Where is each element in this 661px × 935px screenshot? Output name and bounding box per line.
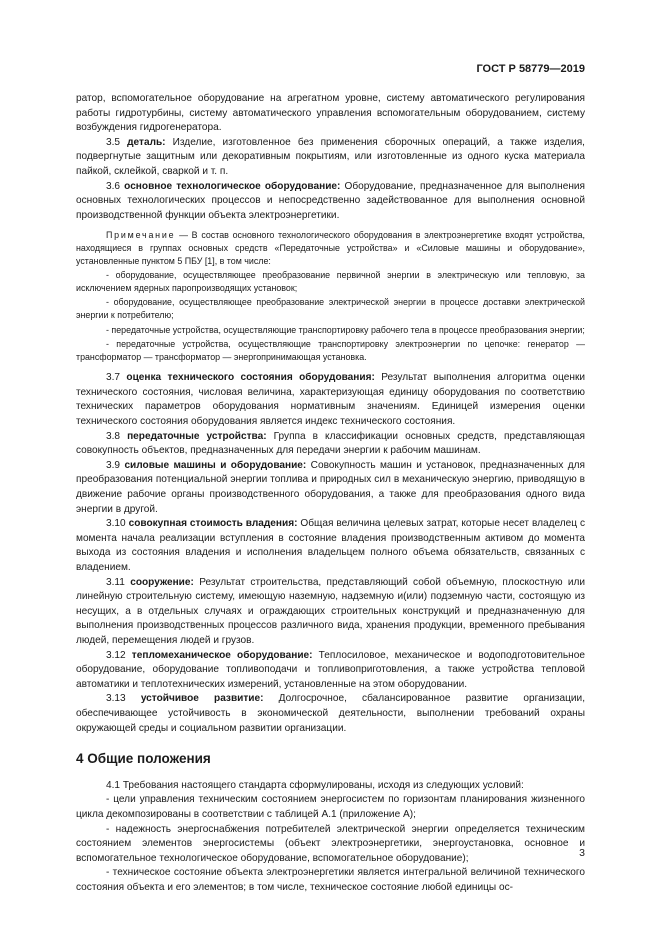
page-body — [76, 92, 585, 895]
term-definition: Результат выполнения алгоритма оценки технического состояния, числовая величина, характеризующая единицу оборудования по соответствию технических параметров оборудования нормативным значениям. Единицей измерения оценки технического состояния оборудования является индекс технического состояния. — [76, 372, 586, 428]
term-number: 3.10 — [106, 518, 126, 530]
note-item: - оборудование, осуществляющее преобразование первичной энергии в электрическую или тепловую, за исключением ядерных паропроизводящих установок; — [76, 270, 585, 293]
list-item: - техническое состояние объекта электроэнергетики является интегральной величиной технического состояния объекта и его элементов; в том числе, техническое состояние любой единицы ос- — [76, 867, 585, 893]
term-definition: Оборудование, предназначенное для выполнения основных технологических процессов и непосредственно задействованное для выполнения основной производственной функции объекта электроэнергетики. — [76, 180, 585, 221]
term-number: 3.13 — [106, 693, 126, 705]
term-name: силовые машины и оборудование: — [124, 459, 307, 471]
term-3-7 — [76, 371, 585, 429]
term-definition: Общая величина целевых затрат, которые несет владелец с момента начала реализации вступления в состояние владения производственным активом до момента выхода из состояния владения и исполнения владельцем полного объема обязательств, связанных с владением. — [76, 518, 586, 573]
term-name: основное технологическое оборудование: — [124, 180, 341, 192]
term-definition: Долгосрочное, сбалансированное развитие организации, обеспечивающее устойчивость в экономической деятельности, выполнении требований охраны окружающей среды и социальном развитии организации. — [76, 693, 585, 734]
term-3-11 — [76, 576, 585, 649]
term-name: тепломеханическое оборудование: — [131, 649, 313, 661]
term-number: 3.11 — [106, 576, 125, 588]
page-number: 3 — [579, 847, 585, 859]
term-3-8 — [76, 430, 585, 459]
list-item: - надежность энергоснабжения потребителей электрической энергии определяется техническим состоянием элементов энергосистемы (объект электроэнергетики, энергоустановка, основное и вспомогательное технологическое оборудование, вспомогательное оборудование); — [76, 823, 585, 864]
term-number: 3.9 — [106, 459, 121, 471]
term-number: 3.6 — [106, 180, 121, 192]
term-definition: Теплосиловое, механическое и водоподготовительное оборудование, оборудование топливоподачи и топливоприготовления, а также устройства тепловой автоматики и теплотехнических измерений, установленные на этом оборудовании. — [76, 649, 585, 690]
document-code: ГОСТ Р 58779—2019 — [476, 63, 585, 75]
term-name: оценка технического состояния оборудования: — [126, 372, 375, 384]
term-definition: Результат строительства, представляющий собой объемную, плоскостную или линейную строительную систему, имеющую наземную, надземную и(или) подземную части, состоящую из несущих, а в отдельных случаях и ограждающих строительных конструкций и предназначенную для выполнения производственных процессов различного вида, хранения продукции, временного пребывания людей, перемещения людей и грузов. — [76, 576, 586, 646]
term-definition: Изделие, изготовленное без применения сборочных операций, а также изделия, подвергнутые защитным или декоративным покрытиям, или изготовленные из одного куска материала пайкой, склейкой, сваркой и т. п. — [76, 136, 585, 177]
term-name: передаточные устройства: — [127, 430, 267, 442]
term-3-10 — [76, 517, 585, 575]
continuation-paragraph: ратор, вспомогательное оборудование на агрегатном уровне, систему автоматического регулирования работы гидротурбины, систему автоматического управления вспомогательным оборудованием, систему возбуждения гидрогенератора. — [76, 93, 585, 134]
term-number: 3.8 — [106, 430, 121, 442]
list-item: - цели управления техническим состоянием энергосистем по горизонтам планирования жизненного цикла декомпозированы в соответствии с таблицей А.1 (приложение А); — [76, 794, 585, 820]
term-3-5 — [76, 136, 585, 180]
term-number: 3.7 — [106, 372, 121, 384]
note-intro — [76, 229, 585, 267]
term-3-6 — [76, 180, 585, 224]
term-definition: Совокупность машин и установок, предназначенных для преобразования потенциальной энергии топлива и природных сил в механическую энергию, приводящую в движение рабочие органы производственного оборудования, а также для преобразования одного вида энергии в другой. — [76, 459, 585, 515]
term-name: устойчивое развитие: — [140, 693, 264, 705]
note-text: — В состав основного технологического оборудования в электроэнергетике входят устройства, находящиеся в группах основных средств «Передаточные устройства» и «Силовые машины и оборудование», установленные пунктом 5 ПБУ [1], в том числе: — [76, 230, 585, 266]
term-number: 3.12 — [106, 649, 126, 661]
note-item: - передаточные устройства, осуществляющие транспортировку электроэнергии по цепочке: генератор — трансформатор — трансформатор — энергопринимающая установка. — [76, 339, 585, 362]
note-item: - оборудование, осуществляющее преобразование электрической энергии в процессе доставки электрической энергии к потребителю; — [76, 297, 585, 320]
section-heading: 4 Общие положения — [76, 751, 211, 767]
note-item: - передаточные устройства, осуществляющие транспортировку рабочего тела в процессе преобразования энергии; — [106, 324, 585, 335]
term-3-13 — [76, 692, 585, 736]
term-3-12 — [76, 649, 585, 693]
term-name: совокупная стоимость владения: — [128, 518, 298, 530]
note-label: Примечание — [106, 230, 176, 241]
clause-4-1: 4.1 Требования настоящего стандарта сформулированы, исходя из следующих условий: — [106, 779, 524, 791]
note-block — [76, 229, 585, 363]
term-3-9 — [76, 459, 585, 517]
term-name: сооружение: — [130, 576, 194, 588]
term-name: деталь: — [127, 136, 166, 148]
term-number: 3.5 — [106, 136, 121, 148]
term-definition: Группа в классификации основных средств, представляющая совокупность объектов, предназначенных для передачи энергии к рабочим машинам. — [76, 430, 585, 457]
